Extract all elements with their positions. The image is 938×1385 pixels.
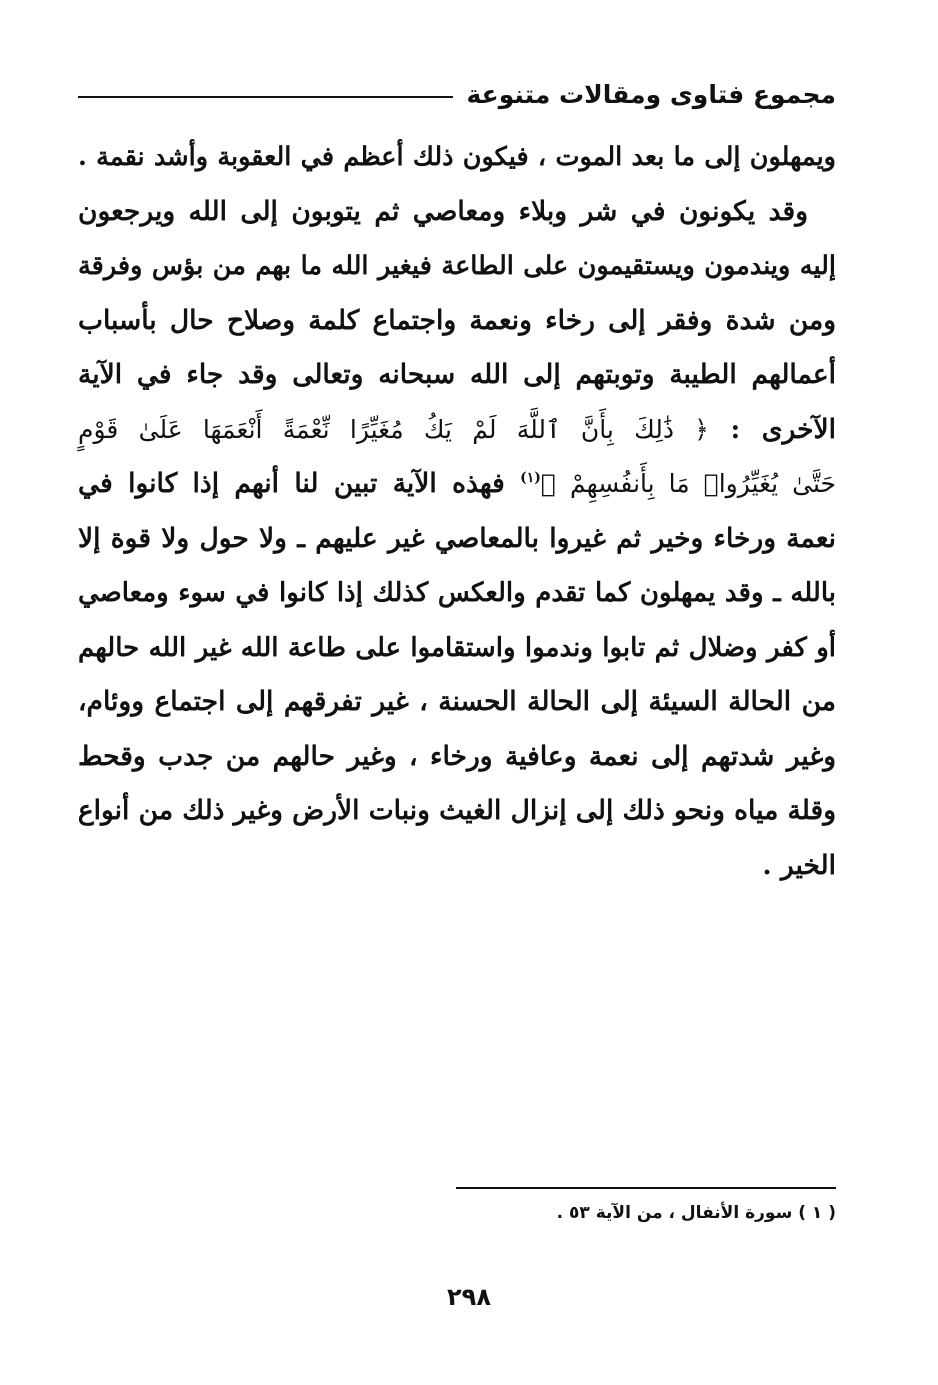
- header-rule: [78, 96, 453, 98]
- text-line: ومن شدة وفقر إلى رخاء ونعمة واجتماع كلمة وصلاح حال بأسباب: [78, 304, 836, 336]
- text-line-with-verse: [78, 403, 836, 458]
- text-line: أعمالهم الطيبة وتوبتهم إلى الله سبحانه وتعالى وقد جاء في الآية: [78, 359, 836, 390]
- text-line: وقلة مياه ونحو ذلك إلى إنزال الغيث ونبات الأرض وغير ذلك من أنواع: [77, 795, 836, 826]
- header-title: مجموع فتاوى ومقالات متنوعة: [466, 79, 836, 109]
- text-line: نعمة ورخاء وخير ثم غيروا بالمعاصي غير عليهم ـ ولا حول ولا قوة إلا: [78, 522, 836, 554]
- text-line: ويمهلون إلى ما بعد الموت ، فيكون ذلك أعظم في العقوبة وأشد نقمة .: [78, 142, 836, 172]
- text-segment: فهذه الآية تبين لنا أنهم إذا كانوا في: [78, 468, 505, 499]
- body-text: [78, 130, 836, 893]
- footnote-separator: [456, 1187, 836, 1189]
- text-line: وقد يكونون في شر وبلاء ومعاصي ثم يتوبون إلى الله ويرجعون: [78, 195, 808, 227]
- text-line: بالله ـ وقد يمهلون كما تقدم والعكس كذلك إذا كانوا في سوء ومعاصي: [78, 578, 836, 608]
- text-line: وغير شدتهم إلى نعمة وعافية ورخاء ، وغير حالهم من جدب وقحط: [78, 740, 836, 772]
- quran-verse-continued: حَتَّىٰ يُغَيِّرُوا۟ مَا بِأَنفُسِهِمْ ﴾: [540, 469, 837, 498]
- page-number: ٢٩٨: [447, 1283, 491, 1311]
- text-line: أو كفر وضلال ثم تابوا وندموا واستقاموا على طاعة الله غير الله حالهم: [78, 632, 836, 663]
- text-line-with-verse: [78, 457, 836, 512]
- footnote: ( ١ ) سورة الأنفال ، من الآية ٥٣ .: [556, 1203, 836, 1223]
- running-header: [78, 72, 836, 116]
- footnote-reference[interactable]: (١): [520, 470, 541, 487]
- text-line: من الحالة السيئة إلى الحالة الحسنة ، غير تفرقهم إلى اجتماع ووئام،: [78, 686, 836, 717]
- text-line: الخير .: [762, 849, 836, 881]
- text-line: إليه ويندمون ويستقيمون على الطاعة فيغير الله ما بهم من بؤس وفرقة: [78, 251, 836, 281]
- verse-intro: الآخرى :: [730, 413, 836, 445]
- quran-verse: ﴿ ذَٰلِكَ بِأَنَّ ٱللَّهَ لَمْ يَكُ مُغَيِّرًا نِّعْمَةً أَنْعَمَهَا عَلَىٰ قَوْمٍ: [78, 414, 709, 444]
